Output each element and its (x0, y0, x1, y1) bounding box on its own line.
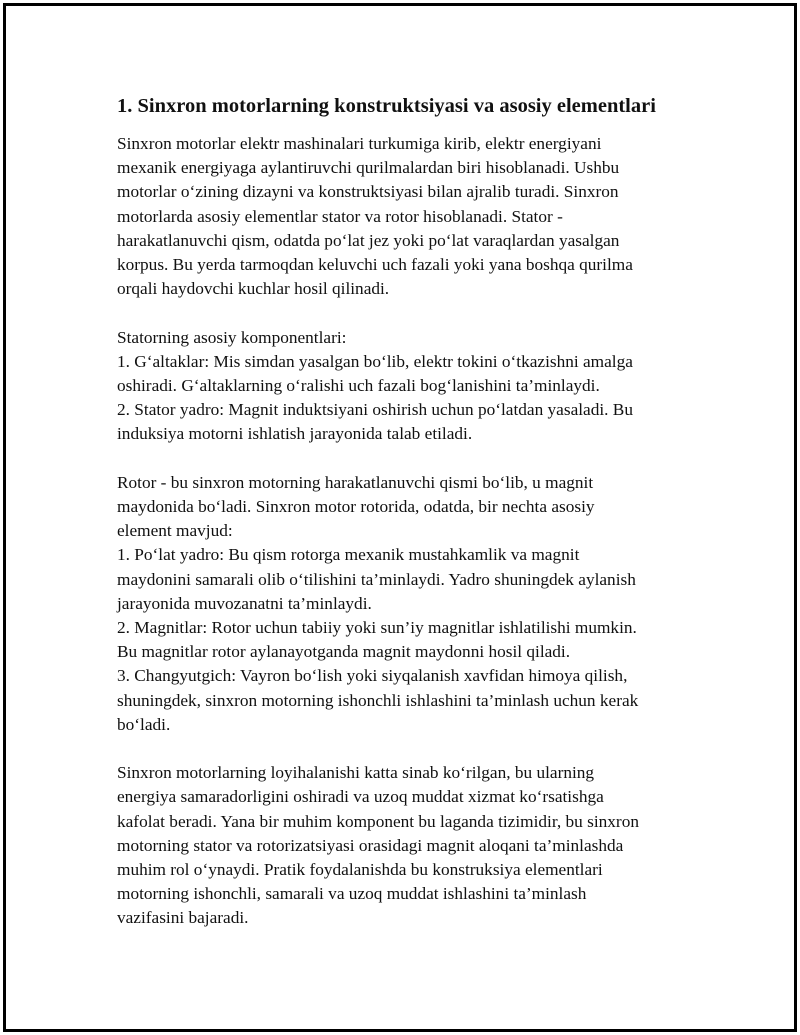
paragraph-intro (117, 132, 687, 301)
text-line: 1. G‘altaklar: Mis simdan yasalgan bo‘lib, elektr tokini o‘tkazishni amalga (117, 351, 633, 371)
text-line: kafolat beradi. Yana bir muhim komponent bu laganda tizimidir, bu sinxron (117, 811, 639, 831)
text-line: harakatlanuvchi qism, odatda po‘lat jez yoki po‘lat varaqlardan yasalgan (117, 230, 620, 250)
text-line: motorning ishonchli, samarali va uzoq muddat ishlashini ta’minlash (117, 884, 587, 904)
text-line: vazifasini bajaradi. (117, 908, 249, 928)
document-title: 1. Sinxron motorlarning konstruktsiyasi va asosiy elementlari (117, 95, 656, 117)
text-line: Bu magnitlar rotor aylanayotganda magnit maydonni hosil qiladi. (117, 642, 571, 662)
paragraph-conclusion (117, 761, 687, 930)
text-line: 2. Magnitlar: Rotor uchun tabiiy yoki sun’iy magnitlar ishlatilishi mumkin. (117, 618, 637, 638)
text-line: maydonida bo‘ladi. Sinxron motor rotorida, odatda, bir nechta asosiy (117, 497, 595, 517)
text-line: induksiya motorni ishlatish jarayonida talab etiladi. (117, 424, 473, 444)
text-line: bo‘ladi. (117, 714, 171, 734)
paragraph-rotor (117, 471, 687, 737)
text-line: maydonini samarali olib o‘tilishini ta’minlaydi. Yadro shuningdek aylanish (117, 569, 636, 589)
text-line: motorlarda asosiy elementlar stator va rotor hisoblanadi. Stator - (117, 206, 563, 226)
text-line: motorning stator va rotorizatsiyasi orasidagi magnit aloqani ta’minlashda (117, 835, 624, 855)
text-line: korpus. Bu yerda tarmoqdan keluvchi uch fazali yoki yana boshqa qurilma (117, 255, 633, 275)
text-line: Rotor - bu sinxron motorning harakatlanuvchi qismi bo‘lib, u magnit (117, 472, 594, 492)
text-line: jarayonida muvozanatni ta’minlaydi. (117, 593, 372, 613)
text-line: shuningdek, sinxron motorning ishonchli ishlashini ta’minlash uchun kerak (117, 690, 639, 710)
text-line: energiya samaradorligini oshiradi va uzoq muddat xizmat ko‘rsatishga (117, 787, 604, 807)
text-line: mexanik energiyaga aylantiruvchi qurilmalardan biri hisoblanadi. Ushbu (117, 158, 620, 178)
text-line: muhim rol o‘ynaydi. Pratik foydalanishda bu konstruksiya elementlari (117, 860, 603, 880)
text-line: element mavjud: (117, 521, 233, 541)
paragraph-stator-components (117, 326, 687, 447)
text-line: Statorning asosiy komponentlari: (117, 327, 347, 347)
text-line: Sinxron motorlarning loyihalanishi katta sinab ko‘rilgan, bu ularning (117, 763, 595, 783)
text-line: Sinxron motorlar elektr mashinalari turkumiga kirib, elektr energiyani (117, 134, 602, 153)
text-line: motorlar o‘zining dizayni va konstruktsiyasi bilan ajralib turadi. Sinxron (117, 182, 619, 202)
text-line: orqali haydovchi kuchlar hosil qilinadi. (117, 279, 390, 299)
text-line: oshiradi. G‘altaklarning o‘ralishi uch fazali bog‘lanishini ta’minlaydi. (117, 376, 600, 396)
text-line: 2. Stator yadro: Magnit induktsiyani oshirish uchun po‘latdan yasaladi. Bu (117, 400, 633, 420)
document-content (117, 92, 687, 955)
text-line: 3. Changyutgich: Vayron bo‘lish yoki siyqalanish xavfidan himoya qilish, (117, 666, 628, 686)
text-line: 1. Po‘lat yadro: Bu qism rotorga mexanik mustahkamlik va magnit (117, 545, 580, 565)
